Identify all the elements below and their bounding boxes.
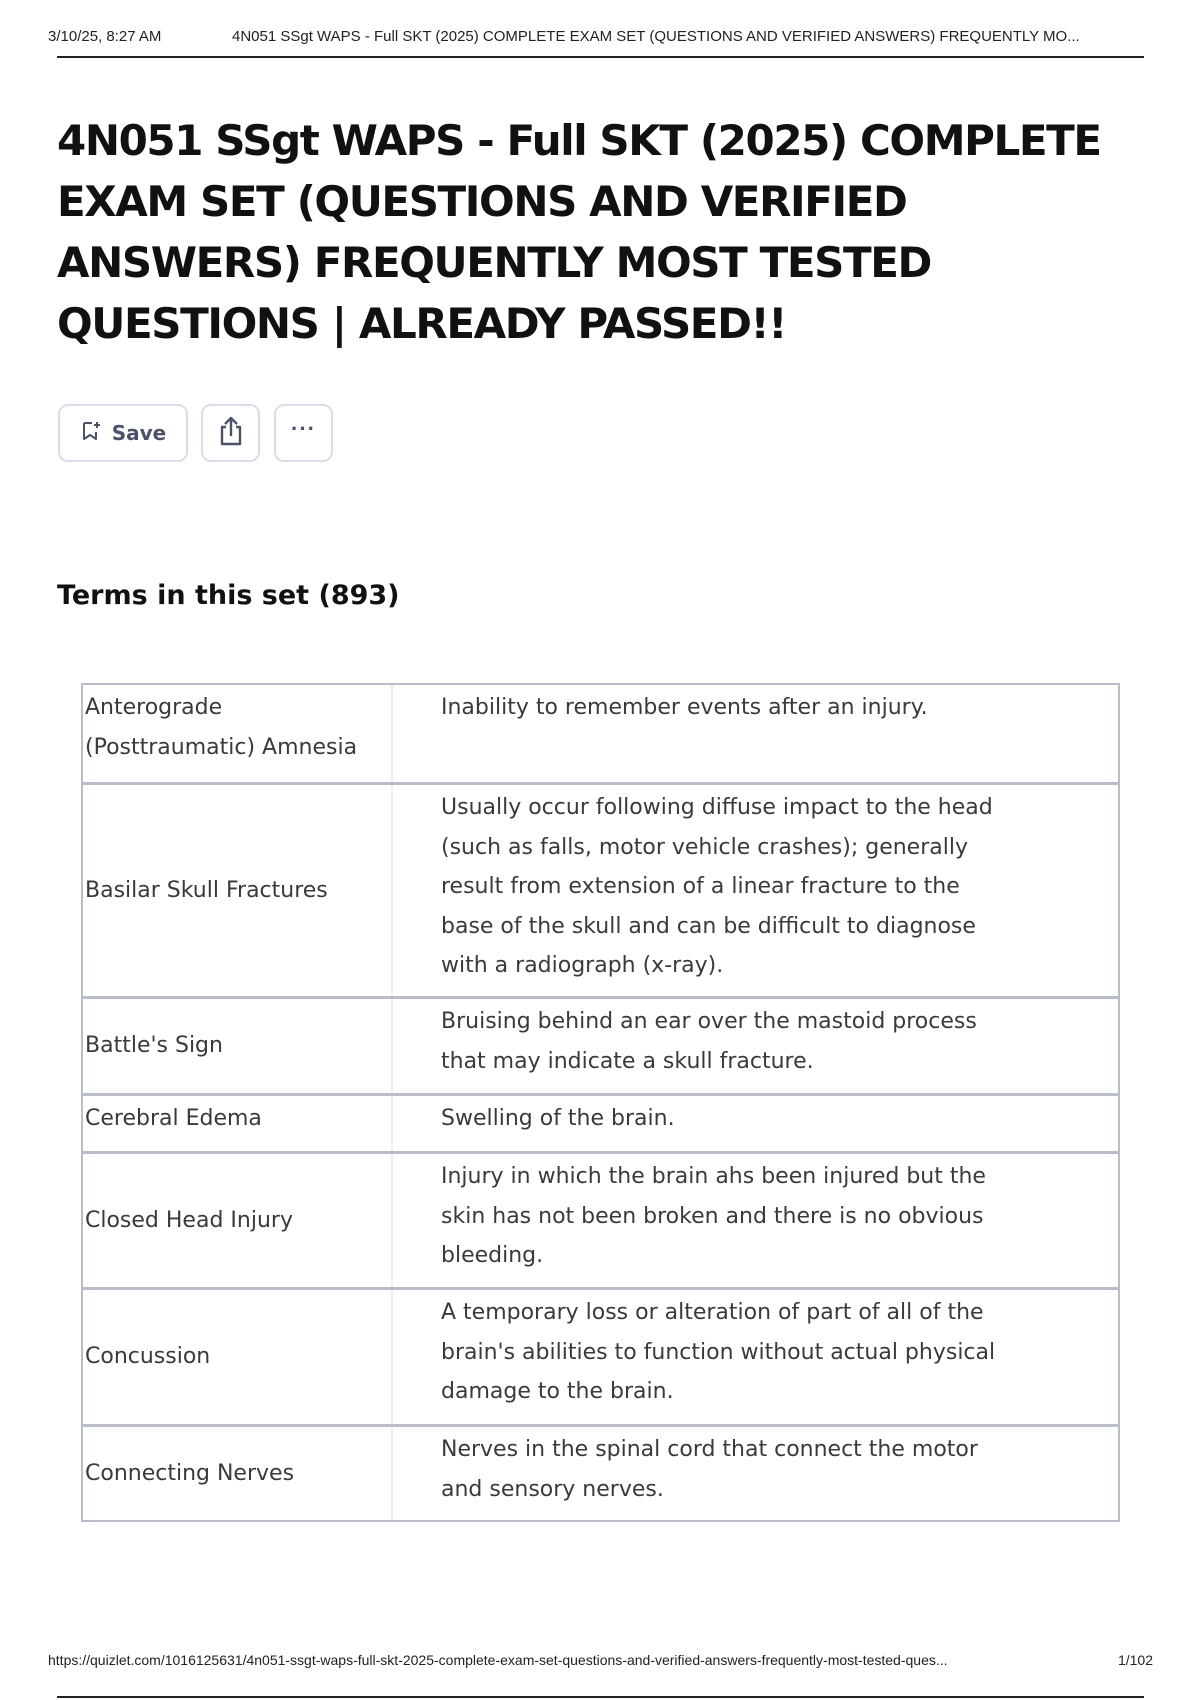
term-text: Concussion xyxy=(85,1344,211,1370)
share-icon xyxy=(216,415,246,452)
term-cell xyxy=(83,1096,393,1151)
table-row xyxy=(83,1151,1118,1287)
more-options-button[interactable] xyxy=(274,404,333,462)
term-cell xyxy=(83,1290,393,1424)
definition-cell: Swelling of the brain. xyxy=(441,1106,675,1131)
term-cell xyxy=(83,1427,393,1520)
definition-cell: Bruising behind an ear over the mastoid process that may indicate a skull fracture. xyxy=(441,1009,977,1074)
share-button[interactable] xyxy=(201,404,260,462)
term-text: Battle's Sign xyxy=(85,1033,223,1059)
footer-divider xyxy=(57,1696,1144,1698)
table-row xyxy=(83,1424,1118,1520)
term-cell xyxy=(83,1154,393,1287)
table-row xyxy=(83,782,1118,996)
term-text: Cerebral Edema xyxy=(85,1106,262,1131)
term-text: Basilar Skull Fractures xyxy=(85,877,328,903)
bookmark-add-icon xyxy=(80,420,102,447)
print-footer-url: https://quizlet.com/1016125631/4n051-ssgt-waps-full-skt-2025-complete-exam-set-questions-and-verified-answers-frequently-most-tested-ques... xyxy=(48,1652,948,1668)
term-cell xyxy=(83,785,393,996)
term-text: Connecting Nerves xyxy=(85,1460,295,1486)
definition-cell: Inability to remember events after an injury. xyxy=(441,695,928,720)
table-row xyxy=(83,1287,1118,1424)
terms-table xyxy=(81,683,1120,1522)
definition-cell: Usually occur following diffuse impact to the head (such as falls, motor vehicle crashes); generally result from extension of a linear fracture to the base of the skull and can be difficult to diagnose with a radiograph (x-ray). xyxy=(441,795,993,978)
print-header-title: 4N051 SSgt WAPS - Full SKT (2025) COMPLETE EXAM SET (QUESTIONS AND VERIFIED ANSWERS) FREQUENTLY MO... xyxy=(232,28,1080,45)
term-cell xyxy=(83,685,393,782)
header-divider xyxy=(57,56,1144,58)
term-text: Anterograde (Posttraumatic) Amnesia xyxy=(85,695,358,760)
term-cell xyxy=(83,999,393,1093)
page-title: 4N051 SSgt WAPS - Full SKT (2025) COMPLETE EXAM SET (QUESTIONS AND VERIFIED ANSWERS) FREQUENTLY MOST TESTED QUESTIONS | ALREADY PASSED!! xyxy=(57,116,1101,348)
table-row xyxy=(83,685,1118,782)
page-number: 1/102 xyxy=(1117,1652,1153,1668)
terms-heading: Terms in this set (893) xyxy=(57,580,400,611)
definition-cell: Injury in which the brain ahs been injured but the skin has not been broken and there is no obvious bleeding. xyxy=(441,1164,986,1268)
definition-cell: Nerves in the spinal cord that connect the motor and sensory nerves. xyxy=(441,1437,978,1502)
term-text: Closed Head Injury xyxy=(85,1207,293,1233)
print-date: 3/10/25, 8:27 AM xyxy=(48,28,162,45)
save-button-label: Save xyxy=(111,421,167,445)
definition-cell: A temporary loss or alteration of part of all of the brain's abilities to function without actual physical damage to the brain. xyxy=(441,1300,996,1404)
table-row xyxy=(83,1093,1118,1151)
table-row xyxy=(83,996,1118,1093)
save-button[interactable] xyxy=(58,404,188,462)
more-dots-icon: ··· xyxy=(291,416,316,441)
